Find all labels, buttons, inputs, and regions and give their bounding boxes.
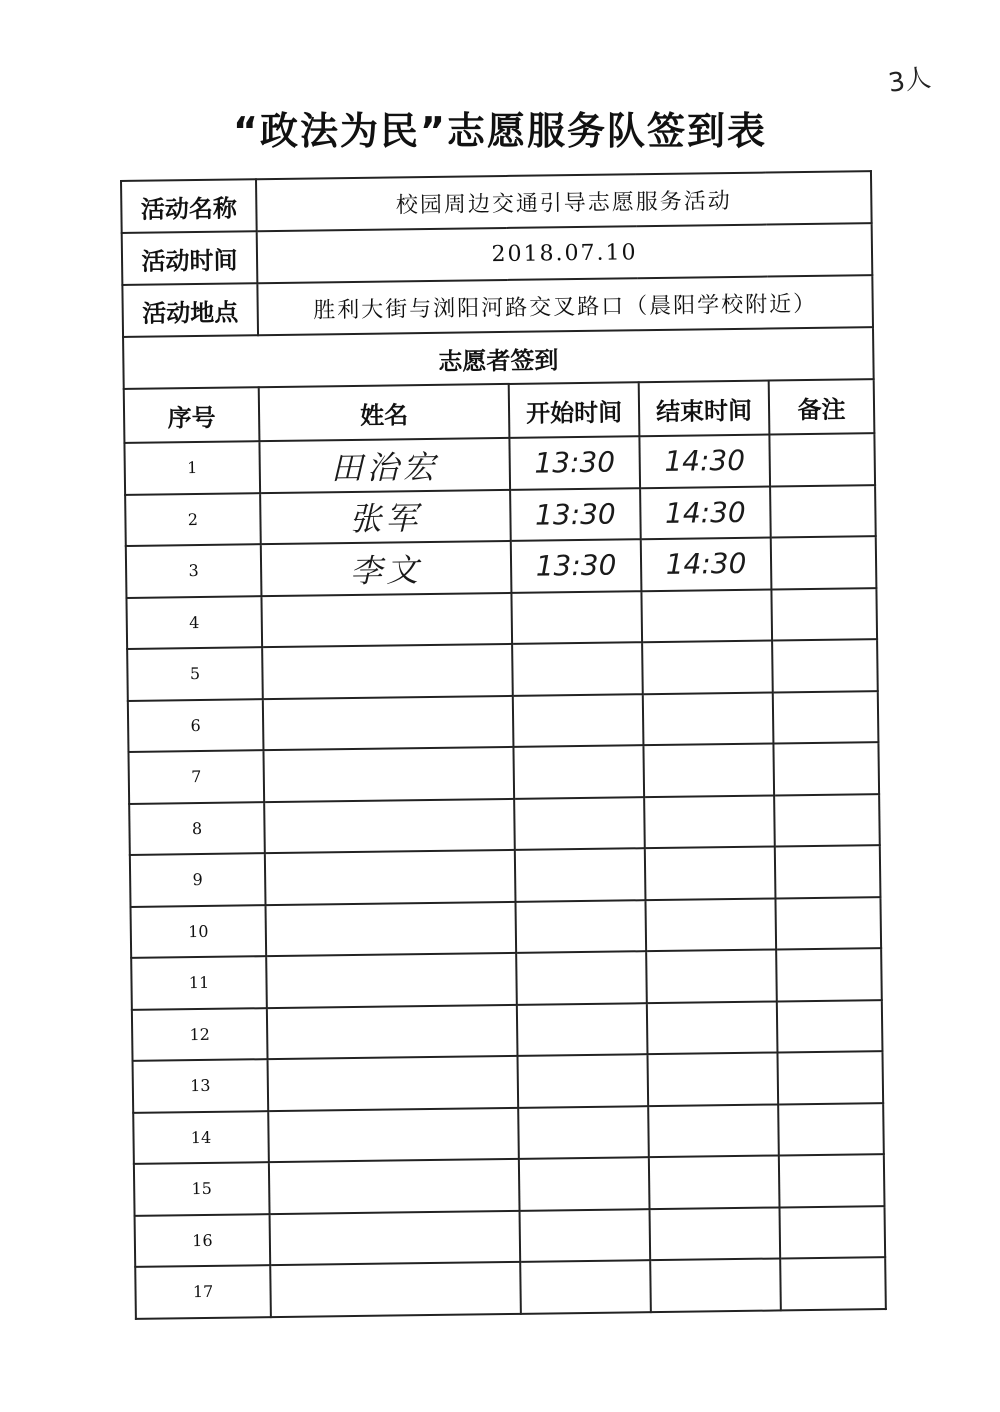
row-seq: 16 — [135, 1214, 271, 1267]
activity-place-label: 活动地点 — [122, 283, 258, 337]
row-end-time — [646, 949, 777, 1002]
row-start-time — [520, 1260, 651, 1313]
row-seq: 8 — [129, 802, 265, 855]
row-note — [772, 639, 878, 692]
row-end-time — [647, 1001, 778, 1054]
row-start-time — [520, 1209, 651, 1262]
row-end-time — [647, 1052, 778, 1105]
row-end-time — [643, 692, 774, 745]
row-name-signature — [269, 1159, 520, 1214]
row-name-signature — [268, 1056, 519, 1111]
row-start-time — [516, 951, 647, 1004]
row-seq: 15 — [134, 1162, 270, 1215]
sign-in-sheet — [120, 170, 885, 1319]
row-start-time — [517, 1003, 648, 1056]
row-end-time: 14:30 — [640, 486, 771, 539]
handwritten-count-note: 3人 — [886, 63, 933, 99]
row-seq: 10 — [131, 905, 267, 958]
row-note — [776, 948, 882, 1001]
row-note — [779, 1206, 885, 1259]
row-note — [778, 1103, 884, 1156]
row-name-signature — [268, 1107, 519, 1162]
row-start-time — [514, 797, 645, 850]
column-header-seq: 序号 — [124, 387, 260, 443]
row-name-signature — [265, 901, 516, 956]
section-title: 志愿者签到 — [123, 327, 874, 389]
row-start-time — [513, 694, 644, 747]
row-note — [780, 1257, 886, 1310]
table-row — [135, 1257, 886, 1318]
row-name-signature — [267, 1004, 518, 1059]
row-end-time — [648, 1104, 779, 1157]
row-end-time — [644, 795, 775, 848]
row-name-signature — [263, 695, 514, 750]
row-note — [774, 794, 880, 847]
row-note — [770, 485, 876, 538]
row-start-time: 13:30 — [509, 436, 640, 489]
row-name-signature: 田治宏 — [259, 438, 510, 493]
activity-time-value: 2018.07.10 — [257, 223, 873, 283]
row-name-signature: 李文 — [261, 541, 512, 596]
row-seq: 9 — [130, 853, 266, 906]
row-seq: 5 — [127, 647, 263, 700]
row-name-signature — [270, 1262, 521, 1317]
column-header-note: 备注 — [769, 379, 875, 434]
row-note — [771, 536, 877, 589]
row-start-time: 13:30 — [510, 488, 641, 541]
row-start-time — [513, 745, 644, 798]
row-note — [769, 433, 875, 486]
row-end-time — [645, 898, 776, 951]
row-end-time — [650, 1258, 781, 1311]
row-note — [777, 1051, 883, 1104]
row-note — [775, 845, 881, 898]
row-start-time — [511, 591, 642, 644]
row-note — [777, 1000, 883, 1053]
row-start-time — [517, 1054, 648, 1107]
row-start-time — [519, 1157, 650, 1210]
column-header-row — [124, 379, 875, 443]
row-end-time — [642, 641, 773, 694]
row-start-time: 13:30 — [511, 539, 642, 592]
row-name-signature — [261, 592, 512, 647]
row-note — [773, 691, 879, 744]
row-seq: 4 — [126, 596, 262, 649]
row-note — [773, 742, 879, 795]
activity-name-value: 校园周边交通引导志愿服务活动 — [256, 171, 872, 231]
row-seq: 1 — [124, 441, 260, 494]
row-seq: 13 — [133, 1059, 269, 1112]
row-name-signature — [262, 644, 513, 699]
row-start-time — [518, 1106, 649, 1159]
row-seq: 6 — [128, 699, 264, 752]
page-title: “政法为民”志愿服务队签到表 — [233, 109, 767, 153]
row-seq: 17 — [135, 1265, 271, 1318]
row-end-time — [649, 1155, 780, 1208]
row-start-time — [515, 848, 646, 901]
row-note — [771, 588, 877, 641]
column-header-start: 开始时间 — [509, 382, 640, 438]
row-name-signature — [266, 953, 517, 1008]
column-header-end: 结束时间 — [639, 381, 770, 437]
row-end-time — [641, 589, 772, 642]
row-name-signature — [270, 1210, 521, 1265]
row-start-time — [512, 642, 643, 695]
row-seq: 14 — [133, 1111, 269, 1164]
row-seq: 11 — [131, 956, 267, 1009]
row-seq: 12 — [132, 1008, 268, 1061]
activity-name-label: 活动名称 — [121, 179, 257, 233]
row-name-signature — [263, 747, 514, 802]
column-header-name: 姓名 — [259, 384, 510, 441]
row-end-time: 14:30 — [641, 538, 772, 591]
activity-place-value: 胜利大街与浏阳河路交叉路口（晨阳学校附近） — [257, 275, 873, 335]
row-note — [775, 897, 881, 950]
row-seq: 7 — [128, 750, 264, 803]
activity-time-label: 活动时间 — [122, 231, 258, 285]
row-seq: 2 — [125, 493, 261, 546]
sign-in-table — [120, 170, 887, 1319]
row-name-signature: 张军 — [260, 489, 511, 544]
row-name-signature — [264, 798, 515, 853]
row-note — [779, 1154, 885, 1207]
row-end-time: 14:30 — [639, 435, 770, 488]
row-end-time — [650, 1207, 781, 1260]
row-start-time — [515, 900, 646, 953]
row-end-time — [643, 743, 774, 796]
row-seq: 3 — [126, 544, 262, 597]
row-end-time — [645, 846, 776, 899]
row-name-signature — [265, 850, 516, 905]
